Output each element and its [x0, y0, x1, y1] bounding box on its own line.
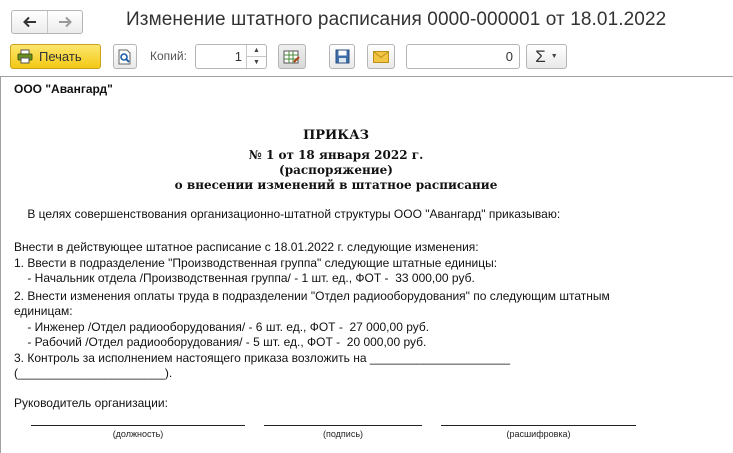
copies-label: Копий:: [150, 49, 187, 63]
order-type: (распоряжение): [279, 163, 393, 177]
document-view[interactable]: [0, 76, 733, 453]
save-button[interactable]: [329, 44, 355, 69]
body-line: единицам:: [14, 304, 73, 318]
signatory-label: Руководитель организации:: [14, 396, 168, 410]
body-line: 3. Контроль за исполнением настоящего приказа возложить на _____________________: [14, 351, 511, 365]
body-line: - Начальник отдела /Производственная группа/ - 1 шт. ед., ФОТ - 33 000,00 руб.: [14, 271, 475, 285]
body-line: 2. Внести изменения оплаты труда в подразделении "Отдел радиооборудования" по следующим штатным: [14, 289, 610, 303]
sum-function-button[interactable]: [526, 44, 567, 69]
caption-full-name: (расшифровка): [506, 429, 571, 439]
forward-button[interactable]: [47, 11, 82, 33]
print-button-label: Печать: [39, 49, 82, 64]
copies-input[interactable]: 1: [234, 49, 242, 64]
sum-field: 0: [406, 44, 520, 69]
chevron-down-icon: ▼: [550, 53, 558, 60]
stepper-down-icon[interactable]: ▼: [247, 56, 266, 68]
arrow-right-icon: [58, 16, 72, 28]
toolbar: [0, 41, 733, 73]
order-subject: о внесении изменений в штатное расписание: [174, 178, 498, 192]
print-button[interactable]: [10, 44, 101, 69]
body-line: 1. Ввести в подразделение "Производственная группа" следующие штатные единицы:: [14, 256, 498, 270]
body-line: Внести в действующее штатное расписание с 18.01.2022 г. следующие изменения:: [14, 240, 479, 254]
caption-position: (должность): [112, 429, 164, 439]
title-bar: [0, 0, 733, 40]
signature-line-position: [31, 425, 245, 426]
navigation-buttons: [11, 10, 83, 34]
send-email-button[interactable]: [367, 44, 395, 69]
back-button[interactable]: [12, 11, 47, 33]
copies-stepper[interactable]: [195, 44, 267, 69]
signature-line-name: [441, 425, 636, 426]
window-title: Изменение штатного расписания 0000-000001 от 18.01.2022: [126, 9, 667, 30]
page-magnifier-icon: [117, 49, 133, 65]
preview-button[interactable]: [113, 44, 137, 69]
envelope-icon: [373, 51, 389, 63]
stepper-up-icon[interactable]: ▲: [253, 47, 260, 54]
stepper-arrows: [246, 45, 266, 68]
sigma-icon: Σ: [535, 46, 546, 66]
signature-line-sign: [264, 425, 422, 426]
order-heading: ПРИКАЗ: [302, 128, 370, 143]
print-settings-button[interactable]: [278, 44, 306, 69]
floppy-disk-icon: [335, 49, 350, 64]
order-number: № 1 от 18 января 2022 г.: [248, 148, 424, 162]
table-edit-icon: [283, 49, 301, 65]
organization-name: ООО "Авангард": [14, 82, 113, 96]
arrow-left-icon: [23, 16, 37, 28]
body-line: (______________________).: [14, 366, 173, 380]
printer-icon: [17, 49, 33, 64]
body-line: - Инженер /Отдел радиооборудования/ - 6 шт. ед., ФОТ - 27 000,00 руб.: [14, 320, 430, 334]
preamble-line: В целях совершенствования организационно-штатной структуры ООО "Авангард" приказываю:: [14, 207, 561, 221]
body-line: - Рабочий /Отдел радиооборудования/ - 5 шт. ед., ФОТ - 20 000,00 руб.: [14, 335, 427, 349]
caption-signature: (подпись): [322, 429, 364, 439]
